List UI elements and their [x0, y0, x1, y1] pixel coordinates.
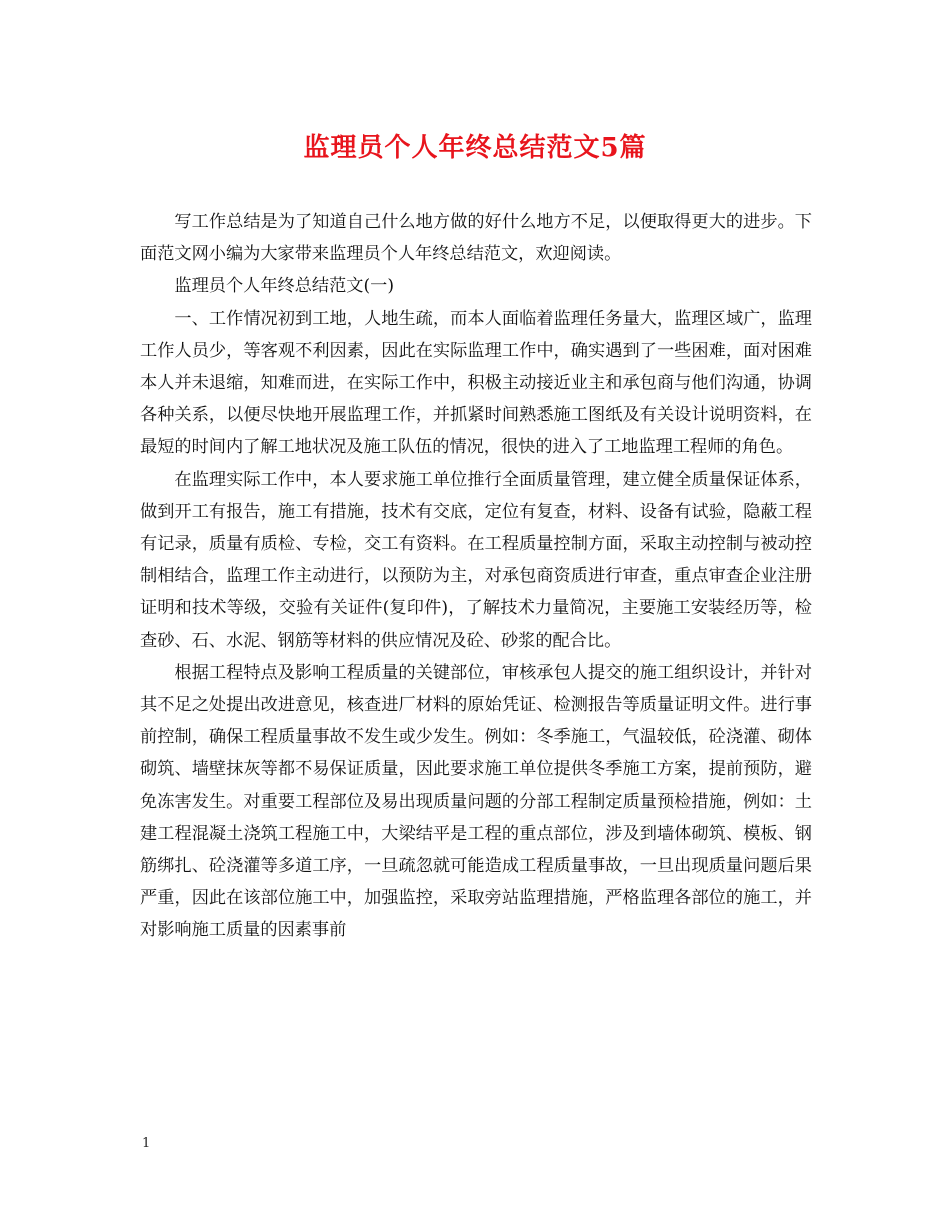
document-body [140, 206, 812, 947]
document-title: 监理员个人年终总结范文5篇 [303, 133, 647, 163]
section-heading: 监理员个人年终总结范文(一) [174, 276, 395, 297]
intro-paragraph: 写工作总结是为了知道自己什么地方做的好什么地方不足，以便取得更大的进步。下面范文网小编为大家带来监理员个人年终总结范文，欢迎阅读。 [140, 212, 812, 265]
body-paragraph: 一、工作情况初到工地，人地生疏，而本人面临着监理任务量大，监理区域广，监理工作人员少，等客观不利因素，因此在实际监理工作中，确实遇到了一些困难，面对困难本人并未退缩，知难而进，在实际工作中，积极主动接近业主和承包商与他们沟通，协调各种关系，以便尽快地开展监理工作，并抓紧时间熟悉施工图纸及有关设计说明资料，在最短的时间内了解工地状况及施工队伍的情况，很快的进入了工地监理工程师的角色。 [140, 308, 812, 458]
body-paragraph: 在监理实际工作中，本人要求施工单位推行全面质量管理，建立健全质量保证体系，做到开工有报告，施工有措施，技术有交底，定位有复查，材料、设备有试验，隐蔽工程有记录，质量有质检、专检，交工有资料。在工程质量控制方面，采取主动控制与被动控制相结合，监理工作主动进行，以预防为主，对承包商资质进行审查，重点审查企业注册证明和技术等级，交验有关证件(复印件)，了解技术力量简况，主要施工安装经历等，检查砂、石、水泥、钢筋等材料的供应情况及砼、砂浆的配合比。 [140, 469, 812, 651]
body-paragraph: 根据工程特点及影响工程质量的关键部位，审核承包人提交的施工组织设计，并针对其不足之处提出改进意见，核查进厂材料的原始凭证、检测报告等质量证明文件。进行事前控制，确保工程质量事故不发生或少发生。例如：冬季施工，气温较低，砼浇灌、砌体砌筑、墙壁抹灰等都不易保证质量，因此要求施工单位提供冬季施工方案，提前预防，避免冻害发生。对重要工程部位及易出现质量问题的分部工程制定质量预检措施，例如：土建工程混凝土浇筑工程施工中，大梁结平是工程的重点部位，涉及到墙体砌筑、模板、钢筋绑扎、砼浇灌等多道工序，一旦疏忽就可能造成工程质量事故，一旦出现质量问题后果严重，因此在该部位施工中，加强监控，采取旁站监理措施，严格监理各部位的施工，并对影响施工质量的因素事前 [140, 662, 812, 941]
page-number: 1 [142, 1136, 151, 1151]
